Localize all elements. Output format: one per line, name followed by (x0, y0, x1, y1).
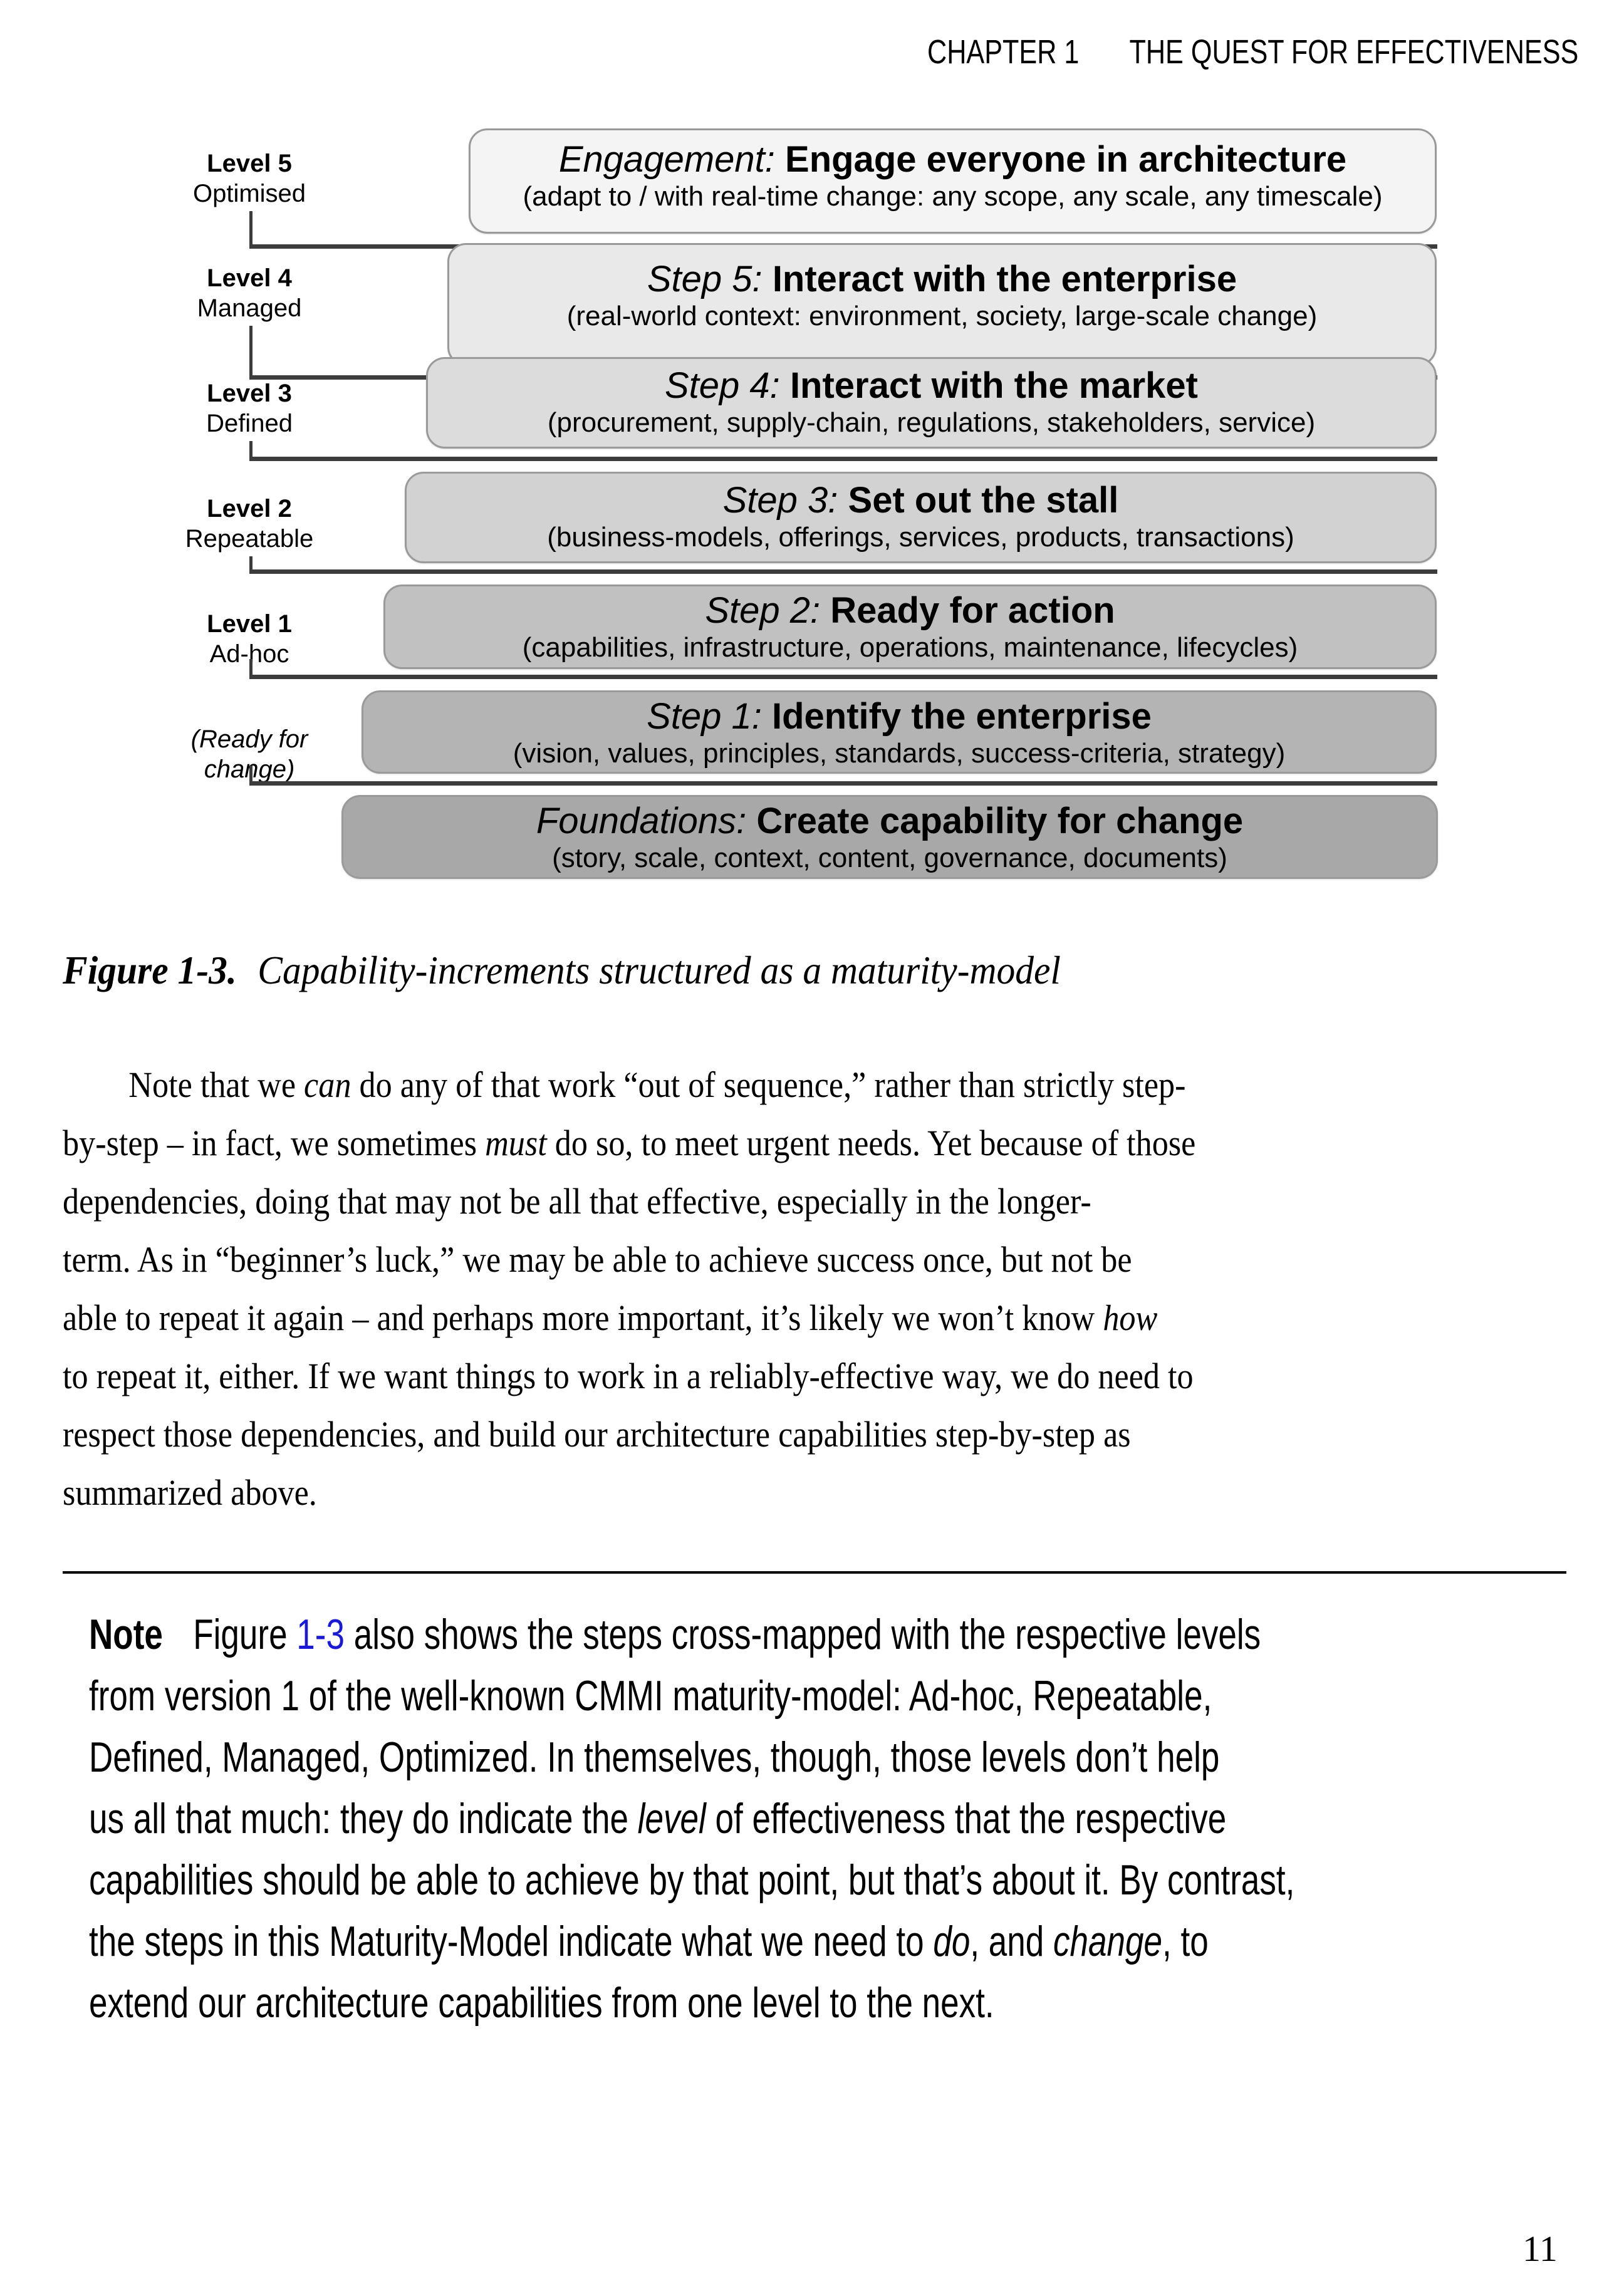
figure-xref-link[interactable]: 1-3 (296, 1611, 345, 1658)
step-detail: (adapt to / with real-time change: any scope, any scale, any timescale) (523, 181, 1383, 212)
page-number: 11 (1522, 2228, 1558, 2269)
paragraph-line: to repeat it, either. If we want things to work in a reliably-effective way, we do need to (63, 1356, 1194, 1396)
step-detail: (business-models, offerings, services, products, transactions) (547, 522, 1294, 553)
paragraph-line: by-step – in fact, we sometimes must do so, to meet urgent needs. Yet because of those (63, 1123, 1196, 1163)
step-name: Set out the stall (848, 480, 1119, 521)
paragraph-line: Note that we can do any of that work “out of sequence,” rather than strictly step- (128, 1064, 1186, 1105)
step-kind: Step 5: (647, 259, 763, 299)
step-kind: Step 1: (647, 696, 762, 737)
chapter-number: CHAPTER 1 (927, 33, 1080, 71)
step-box-engagement (469, 128, 1437, 234)
step-name: Create capability for change (756, 801, 1244, 841)
step-name: Interact with the enterprise (772, 259, 1237, 299)
chapter-title: THE QUEST FOR EFFECTIVENESS (1129, 33, 1579, 71)
figure-caption-text: Capability-increments structured as a maturity-model (258, 948, 1061, 992)
paragraph-line: respect those dependencies, and build our architecture capabilities step-by-step as (63, 1414, 1131, 1455)
level-label-4: Level 4 Managed (197, 264, 302, 322)
note-top-rule (63, 1571, 1566, 1574)
step-kind: Engagement: (558, 139, 775, 180)
step-detail: (capabilities, infrastructure, operations, maintenance, lifecycles) (522, 632, 1298, 663)
level-label-3: Level 3 Defined (206, 380, 293, 437)
step-name: Interact with the market (789, 365, 1198, 406)
step-name: Engage everyone in architecture (785, 139, 1347, 180)
note-line: the steps in this Maturity-Model indicate what we need to do, and change, to (89, 1918, 1209, 1965)
paragraph-line: summarized above. (63, 1472, 317, 1513)
note-line: Note Figure 1-3 also shows the steps cross-mapped with the respective levels (89, 1611, 1261, 1658)
body-paragraph (63, 1056, 1529, 1522)
note-line: capabilities should be able to achieve by that point, but that’s about it. By contrast, (89, 1856, 1295, 1904)
level-label-1: Level 1 Ad-hoc (207, 610, 292, 668)
step-box-2 (383, 584, 1437, 669)
maturity-model-diagram (0, 0, 1624, 915)
paragraph-line: dependencies, doing that may not be all that effective, especially in the longer- (63, 1181, 1091, 1222)
step-box-5 (447, 243, 1437, 366)
ready-for-change-label: (Ready for change) (190, 725, 308, 783)
step-kind: Step 4: (665, 365, 780, 406)
note-line: Defined, Managed, Optimized. In themselves, though, those levels don’t help (89, 1733, 1220, 1781)
step-box-1 (362, 690, 1437, 774)
step-box-foundations (341, 795, 1438, 879)
step-kind: Step 2: (705, 590, 821, 631)
step-box-3 (405, 472, 1437, 563)
note-label: Note (89, 1611, 163, 1658)
note-block (89, 1604, 1555, 2034)
step-name: Identify the enterprise (772, 696, 1152, 737)
note-line: from version 1 of the well-known CMMI maturity-model: Ad-hoc, Repeatable, (89, 1672, 1212, 1720)
step-detail: (story, scale, context, content, governance, documents) (552, 843, 1227, 873)
paragraph-line: able to repeat it again – and perhaps more important, it’s likely we won’t know how (63, 1297, 1158, 1338)
step-detail: (real-world context: environment, society, large-scale change) (566, 301, 1318, 331)
figure-number: Figure 1-3. (63, 948, 237, 992)
step-kind: Step 3: (722, 480, 838, 521)
step-box-4 (426, 357, 1437, 449)
step-detail: (vision, values, principles, standards, success-criteria, strategy) (513, 738, 1286, 769)
note-line: us all that much: they do indicate the level of effectiveness that the respective (89, 1795, 1227, 1842)
note-line: extend our architecture capabilities from one level to the next. (89, 1979, 994, 2027)
level-label-5: Level 5 Optimised (192, 150, 306, 207)
step-kind: Foundations: (536, 801, 747, 841)
step-detail: (procurement, supply-chain, regulations, stakeholders, service) (547, 407, 1316, 438)
paragraph-line: term. As in “beginner’s luck,” we may be able to achieve success once, but not be (63, 1239, 1132, 1280)
step-name: Ready for action (830, 590, 1115, 631)
figure-caption (63, 947, 1061, 994)
level-label-2: Level 2 Repeatable (185, 495, 314, 553)
